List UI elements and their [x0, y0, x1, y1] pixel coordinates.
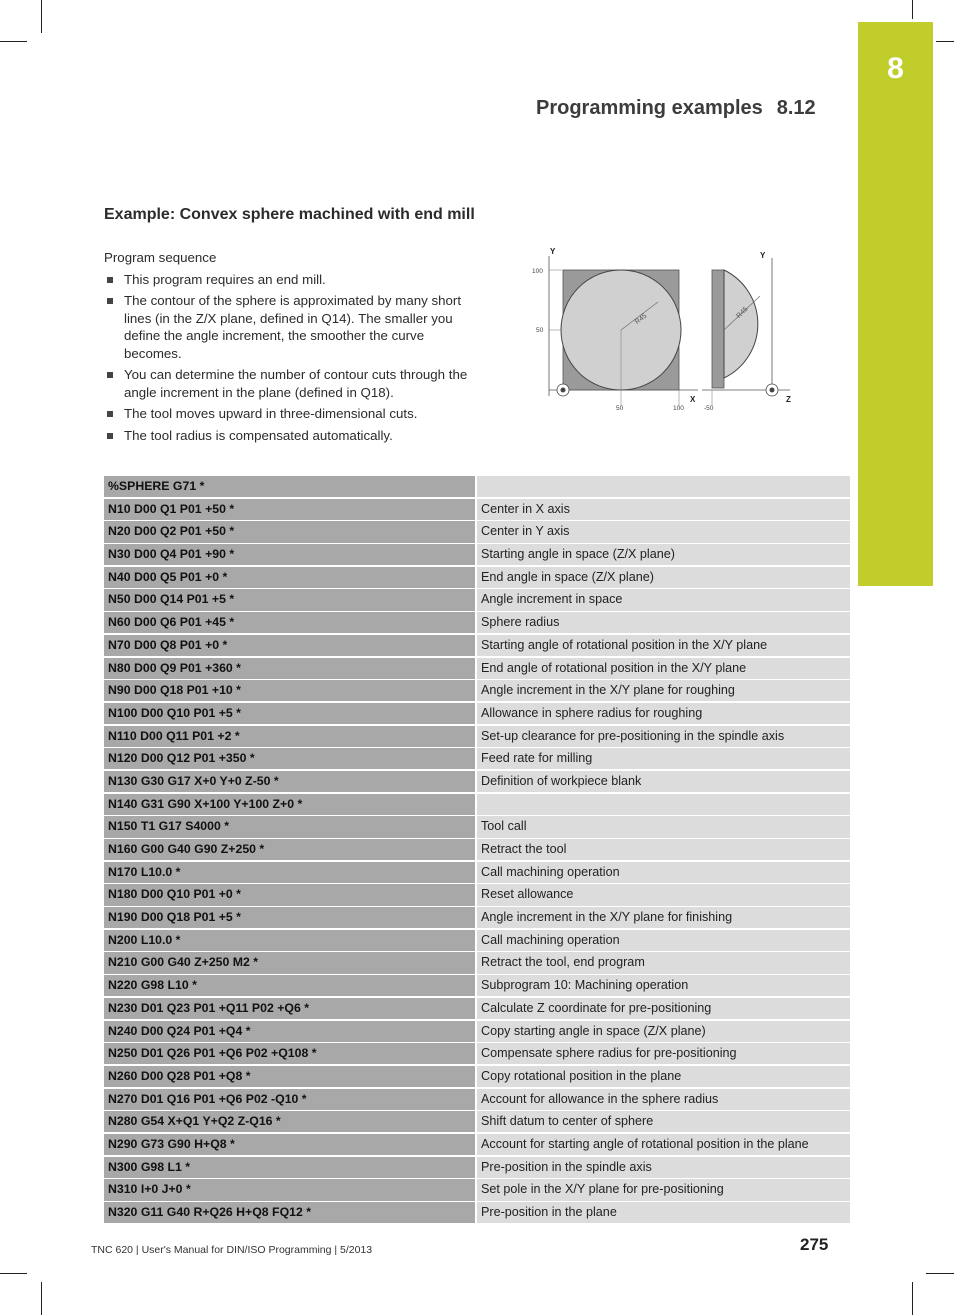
crop-mark [41, 1282, 42, 1315]
tick-x-50: 50 [616, 405, 624, 412]
nc-code: N200 L10.0 * [104, 930, 475, 951]
nc-description: Set pole in the X/Y plane for pre-positioning [477, 1179, 850, 1200]
table-row [104, 1021, 850, 1042]
bullet-item: The tool radius is compensated automatically. [104, 427, 484, 445]
tick-z: -50 [704, 405, 714, 412]
table-row [104, 1089, 850, 1110]
nc-description: Copy rotational position in the plane [477, 1066, 850, 1087]
nc-description [477, 794, 850, 815]
tick-x-100: 100 [673, 405, 684, 412]
radius-label-left: R45 [633, 312, 649, 326]
nc-description: Copy starting angle in space (Z/X plane) [477, 1021, 850, 1042]
table-row [104, 748, 850, 769]
nc-code: N10 D00 Q1 P01 +50 * [104, 499, 475, 520]
nc-description: Angle increment in space [477, 589, 850, 610]
chapter-tab [858, 22, 933, 586]
crop-mark [912, 1282, 913, 1315]
table-row [104, 1043, 850, 1064]
table-row [104, 726, 850, 747]
sphere-diagram [528, 244, 800, 416]
nc-code: N80 D00 Q9 P01 +360 * [104, 658, 475, 679]
page-number: 275 [800, 1235, 829, 1254]
tick-y-50: 50 [536, 327, 544, 334]
datum-symbol-right-inner [770, 388, 775, 393]
table-row [104, 635, 850, 656]
chapter-number: 8 [887, 52, 904, 85]
nc-code: N90 D00 Q18 P01 +10 * [104, 680, 475, 701]
nc-code: N170 L10.0 * [104, 862, 475, 883]
example-title: Example: Convex sphere machined with end mill [104, 206, 475, 223]
nc-description: Account for allowance in the sphere radius [477, 1089, 850, 1110]
nc-description: Tool call [477, 816, 850, 837]
nc-code: N210 G00 G40 Z+250 M2 * [104, 952, 475, 973]
nc-description: Angle increment in the X/Y plane for finishing [477, 907, 850, 928]
nc-code: N60 D00 Q6 P01 +45 * [104, 612, 475, 633]
tick-y-100: 100 [532, 268, 543, 275]
nc-code: N300 G98 L1 * [104, 1157, 475, 1178]
table-row [104, 1179, 850, 1200]
nc-code: N150 T1 G17 S4000 * [104, 816, 475, 837]
nc-description: Center in Y axis [477, 521, 850, 542]
intro-block [104, 249, 484, 448]
workpiece-side [712, 270, 724, 388]
table-row [104, 907, 850, 928]
nc-description: Feed rate for milling [477, 748, 850, 769]
bullet-item: The tool moves upward in three-dimensional cuts. [104, 405, 484, 423]
datum-symbol-left-inner [561, 388, 566, 393]
nc-description: Sphere radius [477, 612, 850, 633]
nc-code: N260 D00 Q28 P01 +Q8 * [104, 1066, 475, 1087]
table-row [104, 476, 850, 497]
nc-description: Center in X axis [477, 499, 850, 520]
nc-code: N140 G31 G90 X+100 Y+100 Z+0 * [104, 794, 475, 815]
nc-code: N20 D00 Q2 P01 +50 * [104, 521, 475, 542]
nc-description: Shift datum to center of sphere [477, 1111, 850, 1132]
table-row [104, 1066, 850, 1087]
table-row [104, 930, 850, 951]
crop-mark [0, 1273, 27, 1274]
nc-description: Angle increment in the X/Y plane for roughing [477, 680, 850, 701]
table-row [104, 794, 850, 815]
nc-description: Starting angle in space (Z/X plane) [477, 544, 850, 565]
crop-mark [936, 41, 954, 42]
nc-description: Allowance in sphere radius for roughing [477, 703, 850, 724]
axis-label-y-right: Y [760, 251, 766, 260]
nc-description: Retract the tool [477, 839, 850, 860]
crop-mark [0, 41, 27, 42]
crop-mark [912, 0, 913, 19]
nc-code: N320 G11 G40 R+Q26 H+Q8 FQ12 * [104, 1202, 475, 1223]
nc-code: N240 D00 Q24 P01 +Q4 * [104, 1021, 475, 1042]
table-row [104, 1134, 850, 1155]
nc-code: N50 D00 Q14 P01 +5 * [104, 589, 475, 610]
table-row [104, 499, 850, 520]
table-row [104, 1157, 850, 1178]
nc-description: Starting angle of rotational position in the X/Y plane [477, 635, 850, 656]
header-section: 8.12 [776, 97, 816, 119]
nc-description: Compensate sphere radius for pre-positioning [477, 1043, 850, 1064]
table-row [104, 680, 850, 701]
table-row [104, 816, 850, 837]
table-row [104, 998, 850, 1019]
nc-code: N70 D00 Q8 P01 +0 * [104, 635, 475, 656]
nc-code: N100 D00 Q10 P01 +5 * [104, 703, 475, 724]
nc-code: N280 G54 X+Q1 Y+Q2 Z-Q16 * [104, 1111, 475, 1132]
nc-code: N120 D00 Q12 P01 +350 * [104, 748, 475, 769]
table-row [104, 612, 850, 633]
nc-code: N220 G98 L10 * [104, 975, 475, 996]
nc-code: N160 G00 G40 G90 Z+250 * [104, 839, 475, 860]
table-row [104, 862, 850, 883]
footer-text: TNC 620 | User's Manual for DIN/ISO Programming | 5/2013 [91, 1244, 373, 1256]
table-row [104, 884, 850, 905]
axis-label-z-right: Z [786, 395, 791, 404]
crop-mark [926, 1273, 954, 1274]
nc-description [477, 476, 850, 497]
table-row [104, 703, 850, 724]
nc-description: End angle of rotational position in the X/Y plane [477, 658, 850, 679]
nc-description: Pre-position in the spindle axis [477, 1157, 850, 1178]
table-row [104, 521, 850, 542]
table-row [104, 1111, 850, 1132]
table-row [104, 975, 850, 996]
header-title: Programming examples [536, 97, 763, 119]
nc-description: Reset allowance [477, 884, 850, 905]
radius-label-right: R45 [735, 305, 750, 320]
program-table [104, 476, 850, 1225]
crop-mark [41, 0, 42, 33]
table-row [104, 839, 850, 860]
nc-code: N130 G30 G17 X+0 Y+0 Z-50 * [104, 771, 475, 792]
running-header [536, 97, 816, 120]
nc-description: Calculate Z coordinate for pre-positioning [477, 998, 850, 1019]
nc-code: N290 G73 G90 H+Q8 * [104, 1134, 475, 1155]
nc-description: End angle in space (Z/X plane) [477, 567, 850, 588]
table-row [104, 658, 850, 679]
table-row [104, 1202, 850, 1223]
nc-code: N190 D00 Q18 P01 +5 * [104, 907, 475, 928]
bullet-item: This program requires an end mill. [104, 271, 484, 289]
nc-description: Account for starting angle of rotational position in the plane [477, 1134, 850, 1155]
intro-label: Program sequence [104, 250, 217, 265]
nc-description: Subprogram 10: Machining operation [477, 975, 850, 996]
nc-description: Call machining operation [477, 862, 850, 883]
bullet-list [104, 271, 484, 445]
hemisphere-profile [724, 270, 758, 378]
table-row [104, 589, 850, 610]
nc-code: %SPHERE G71 * [104, 476, 475, 497]
table-row [104, 952, 850, 973]
nc-code: N270 D01 Q16 P01 +Q6 P02 -Q10 * [104, 1089, 475, 1110]
axis-label-y-left: Y [550, 247, 556, 256]
nc-code: N230 D01 Q23 P01 +Q11 P02 +Q6 * [104, 998, 475, 1019]
nc-code: N40 D00 Q5 P01 +0 * [104, 567, 475, 588]
nc-description: Set-up clearance for pre-positioning in the spindle axis [477, 726, 850, 747]
nc-description: Retract the tool, end program [477, 952, 850, 973]
table-row [104, 544, 850, 565]
nc-code: N250 D01 Q26 P01 +Q6 P02 +Q108 * [104, 1043, 475, 1064]
axis-label-x-left: X [690, 395, 696, 404]
nc-description: Pre-position in the plane [477, 1202, 850, 1223]
nc-code: N180 D00 Q10 P01 +0 * [104, 884, 475, 905]
bullet-item: The contour of the sphere is approximated by many short lines (in the Z/X plane, defined in Q14). The smaller you define the angle increment, the smoother the curve becomes. [104, 292, 484, 362]
table-row [104, 567, 850, 588]
table-row [104, 771, 850, 792]
nc-description: Definition of workpiece blank [477, 771, 850, 792]
nc-code: N30 D00 Q4 P01 +90 * [104, 544, 475, 565]
nc-code: N110 D00 Q11 P01 +2 * [104, 726, 475, 747]
bullet-item: You can determine the number of contour cuts through the angle increment in the plane (defined in Q18). [104, 366, 484, 401]
nc-description: Call machining operation [477, 930, 850, 951]
nc-code: N310 I+0 J+0 * [104, 1179, 475, 1200]
